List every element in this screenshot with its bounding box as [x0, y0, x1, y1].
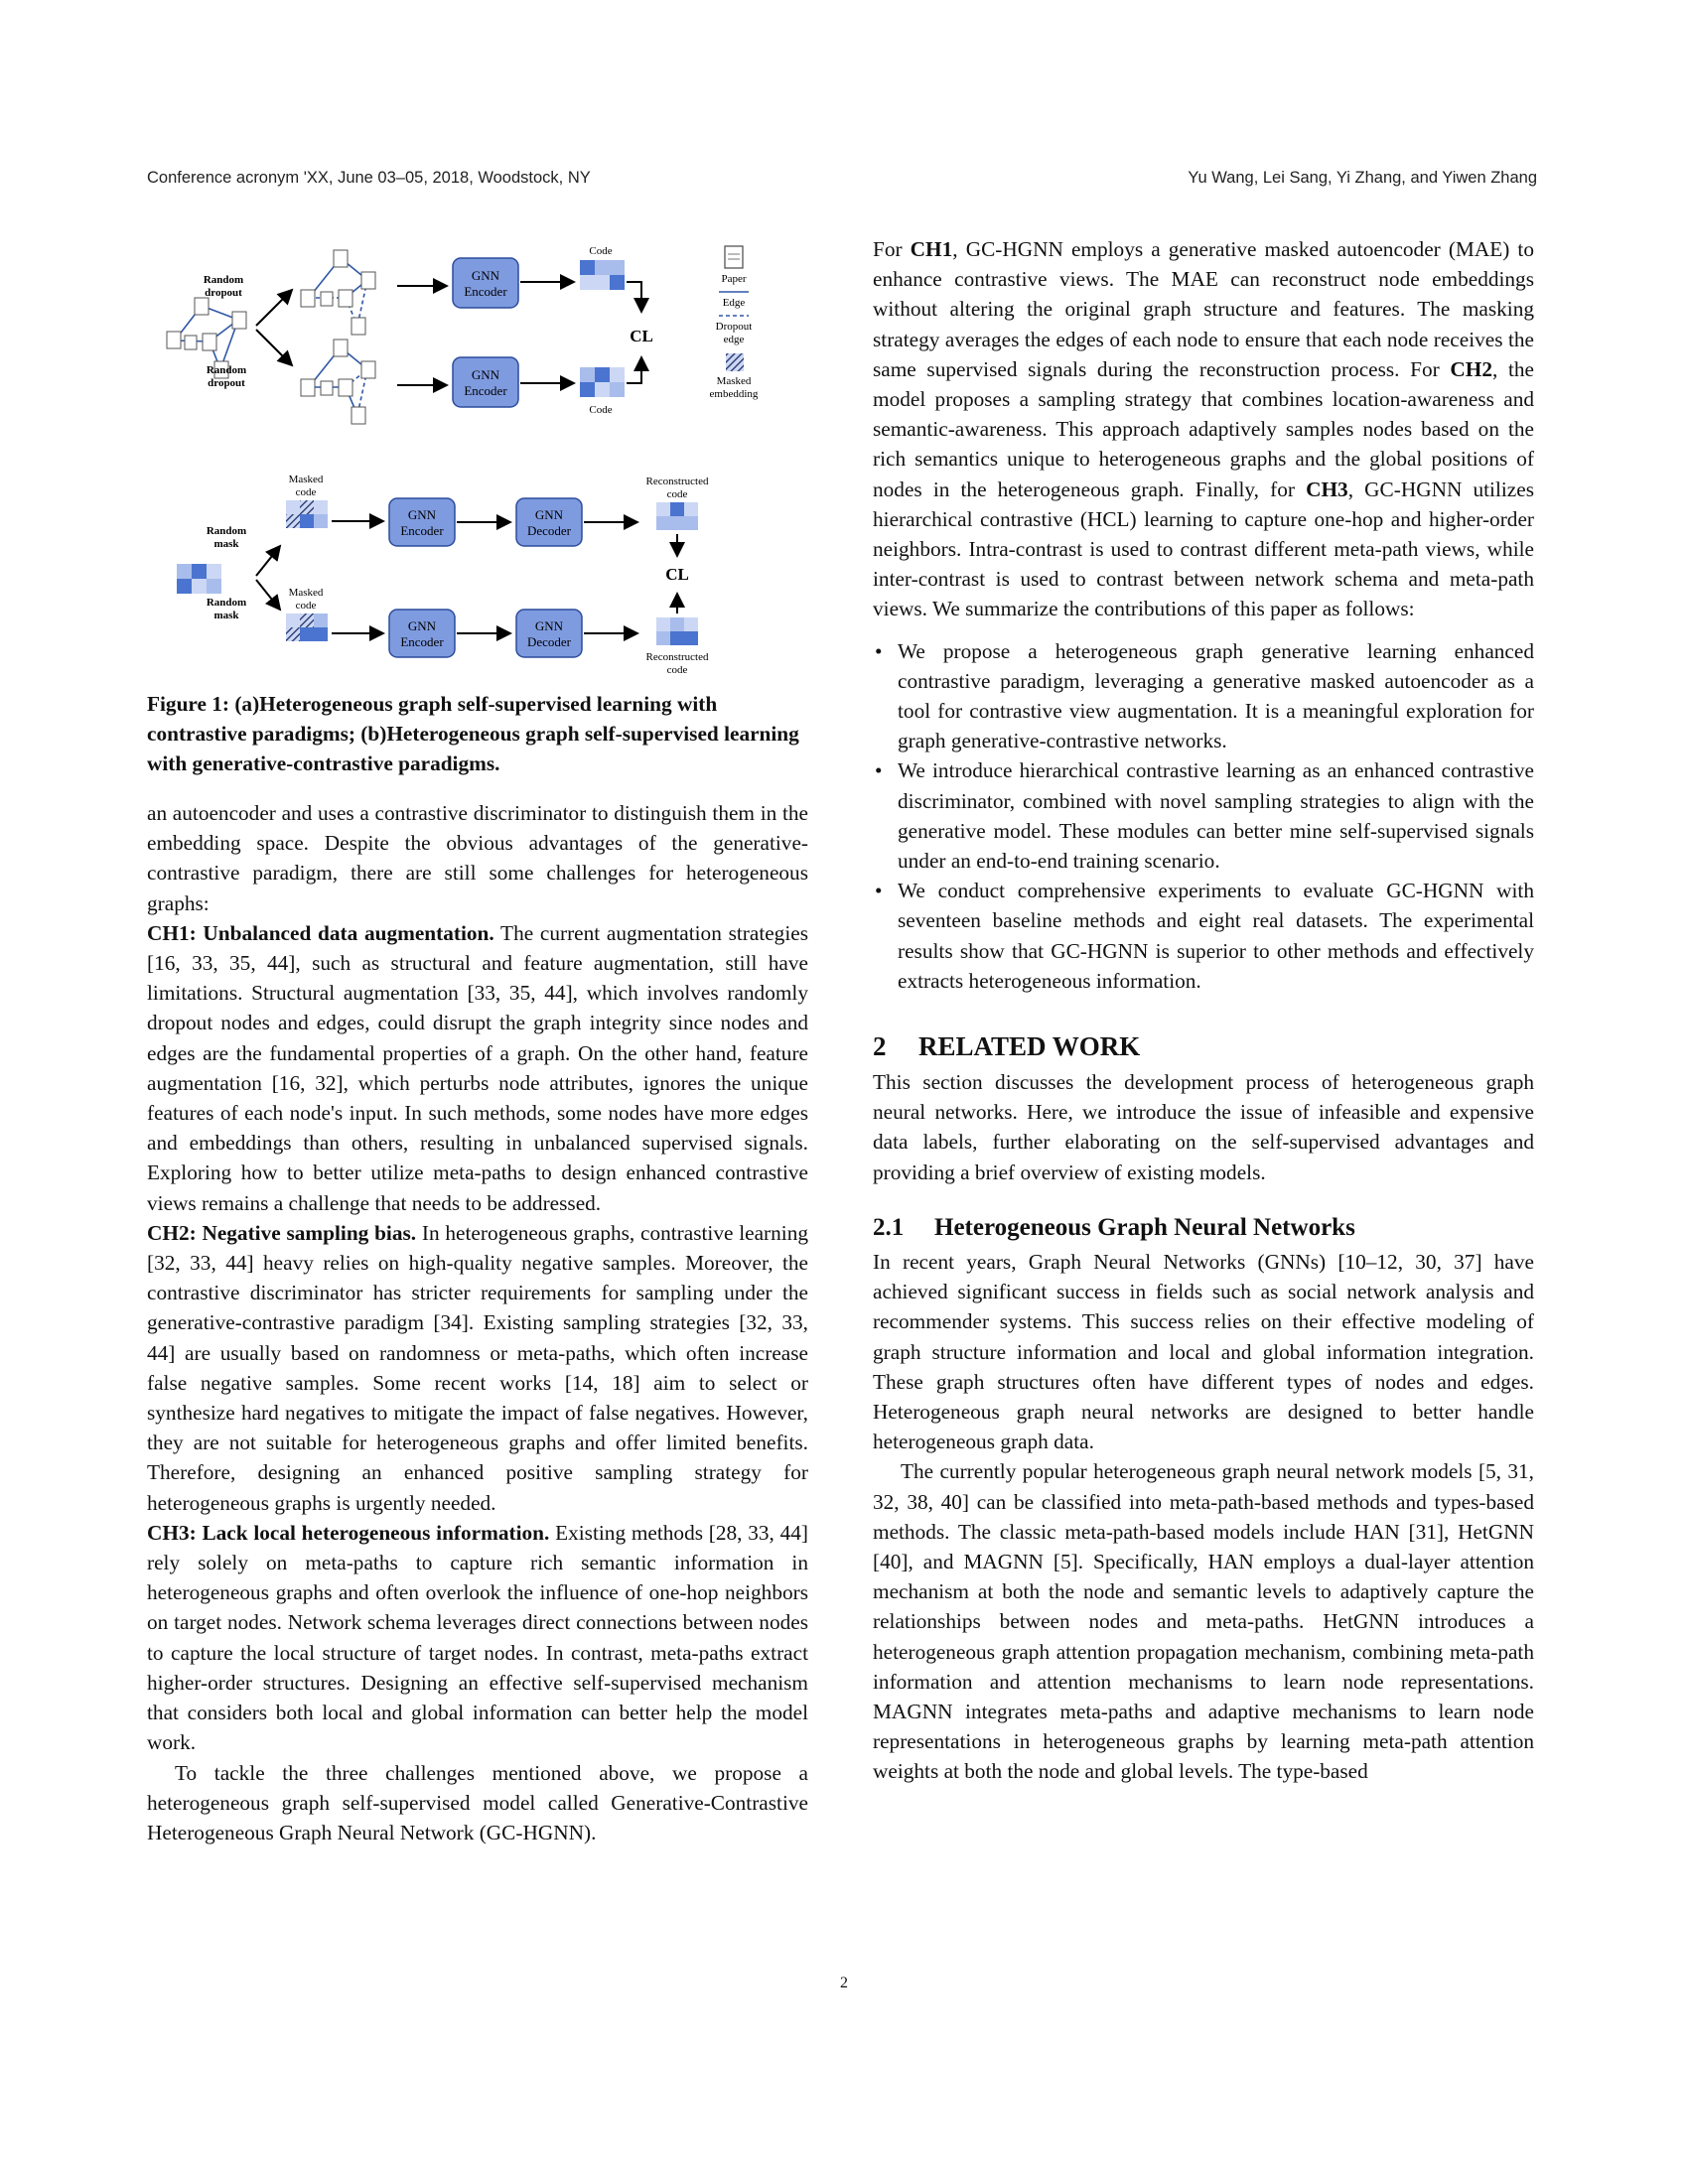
masked-code-grid-bottom: [286, 614, 328, 641]
gnn-decoder-b2: [516, 610, 582, 657]
gnn-decoder-b1: [516, 498, 582, 546]
label-code-top: Code: [589, 245, 613, 257]
left-paragraph-1: an autoencoder and uses a contrastive discriminator to distinguish them in the embedding space. Despite the obvious advantages of the generative-contrastive paradigm, there are still some challenges for heterogeneous graphs:: [147, 801, 808, 915]
bullet-icon: •: [875, 758, 883, 783]
list-item: [873, 876, 1534, 996]
ch3-text: Existing methods [28, 33, 44] rely solely on meta-paths to capture rich semantic information in heterogeneous graphs and often overlook the influence of one-hop neighbors on target nodes. Network schema leverages direct connections between nodes to capture the local structure of target nodes. In contrast, meta-paths extract higher-order structures. Designing an effective self-supervised mechanism that considers both local and global information can better help the model work.: [147, 1520, 808, 1755]
list-item: [873, 636, 1534, 756]
text-run: , GC-HGNN utilizes hierarchical contrastive (HCL) learning to capture one-hop and higher-order neighbors. Intra-contrast is used to contrast different meta-path views, while inter-contrast is used to contrast between network schema and meta-path views. We summarize the contributions of this paper as follows:: [873, 477, 1535, 621]
gnn-text: GNN: [534, 618, 564, 633]
legend-masked: Masked: [716, 375, 752, 387]
section-number: 2: [873, 1031, 887, 1062]
gnn-encoder-b2: [389, 610, 455, 657]
gnn-text: GNN: [407, 618, 437, 633]
subsection-2-1-para-2: The currently popular heterogeneous graph neural network models [5, 31, 32, 38, 40] can be classified into meta-path-based methods and types-based methods. The classic meta-path-based models include HAN [31], HetGNN [40], and MAGNN [5]. Specifically, HAN employs a dual-layer attention mechanism at both the node and semantic levels to adaptively capture the relationships between nodes and meta-paths. HetGNN introduces a heterogeneous graph attention propagation mechanism, combining meta-path information and attention mechanisms to learn node representations. MAGNN integrates meta-paths and adaptive mechanisms to learn node representations in heterogeneous graphs by learning meta-path attention weights at both the node and global levels. The type-based: [873, 1459, 1534, 1784]
legend-dropout: Dropout: [715, 321, 753, 333]
legend-paper: Paper: [721, 273, 747, 285]
ch2-title: CH2: Negative sampling bias.: [147, 1220, 417, 1245]
cl-label-b: CL: [665, 565, 689, 584]
text-run: For: [873, 237, 911, 261]
label-random-dropout-1a: Random: [203, 274, 244, 286]
subsection-2-1-heading: [873, 1211, 1534, 1245]
subsection-2-1-para-1: In recent years, Graph Neural Networks (GNNs) [10–12, 30, 37] have achieved significant success in fields such as social network analysis and recommender systems. This success relies on their effective modeling of graph structure information and local and global information integration. These graph structures often have different types of nodes and edges. Heterogeneous graph neural networks are designed to better handle heterogeneous graph data.: [873, 1249, 1534, 1454]
paper-legend-icon: [725, 246, 743, 268]
section-2-text: This section discusses the development process of heterogeneous graph neural networks. Here, we introduce the issue of infeasible and expensive data labels, further elaborating on the self-supervised advantages and providing a brief overview of existing models.: [873, 1070, 1534, 1184]
masked-code-label-1b: code: [295, 486, 317, 498]
figure-1-diagram: [147, 238, 822, 695]
ch3-paragraph: [147, 1518, 808, 1758]
masked-code-grid-top: [286, 500, 328, 528]
ch2-ref: CH2: [1450, 356, 1492, 381]
bullet-text: We conduct comprehensive experiments to evaluate GC-HGNN with seventeen baseline methods and eight real datasets. The experimental results show that GC-HGNN is superior to other methods and effectively extracts heterogeneous information.: [898, 879, 1534, 993]
ch1-title: CH1: Unbalanced data augmentation.: [147, 920, 494, 945]
masked-code-label-1a: Masked: [288, 474, 324, 485]
code-grid-top: [580, 260, 625, 290]
ch1-text: The current augmentation strategies [16, 33, 35, 44], such as structural and feature augmentation, still have limitations. Structural augmentation [33, 35, 44], which involves randomly dropout nodes and edges, could disrupt the graph integrity since nodes and edges are the fundamental properties of a graph. On the other hand, feature augmentation [16, 32], which perturbs node attributes, ignores the unique features of each node's input. In such methods, some nodes have more edges and embeddings than others, resulting in unbalanced supervised signals. Exploring how to better utilize meta-paths to design enhanced contrastive views remains a challenge that needs to be addressed.: [147, 920, 808, 1215]
label-random-dropout-2b: dropout: [208, 377, 245, 389]
right-column: [873, 234, 1534, 1787]
reconstructed-grid-bottom: [656, 617, 698, 645]
masked-code-label-2a: Masked: [288, 587, 324, 599]
masked-embedding-legend-icon: [726, 353, 744, 371]
encoder-text: Encoder: [464, 284, 507, 299]
legend-masked-2: embedding: [709, 388, 759, 400]
decoder-text: Decoder: [526, 634, 572, 649]
reconstructed-grid-top: [656, 502, 698, 530]
right-paragraph-1: [873, 234, 1534, 624]
input-embedding-grid: [177, 564, 221, 594]
subsection-title: Heterogeneous Graph Neural Networks: [934, 1213, 1355, 1241]
label-random-mask-2b: mask: [213, 610, 239, 621]
encoder-text: Encoder: [400, 523, 444, 538]
label-random-mask-1a: Random: [206, 525, 247, 537]
running-header-left: Conference acronym 'XX, June 03–05, 2018, Woodstock, NY: [147, 169, 591, 187]
ch1-paragraph: [147, 918, 808, 1218]
bullet-text: We introduce hierarchical contrastive learning as an enhanced contrastive discriminator, combined with novel sampling strategies to align with the generative model. These modules can better mine self-supervised signals under an end-to-end training scenario.: [898, 758, 1534, 874]
cl-label-a: CL: [630, 327, 653, 345]
gnn-text: GNN: [471, 367, 500, 382]
code-grid-bottom: [580, 367, 625, 397]
figure-1: [147, 238, 822, 695]
ch1-ref: CH1: [910, 237, 953, 261]
bullet-text: We propose a heterogeneous graph generative learning enhanced contrastive paradigm, leveraging a generative masked autoencoder as a tool for contrastive view augmentation. It is a meaningful exploration for graph generative-contrastive networks.: [898, 638, 1534, 753]
label-random-dropout-1b: dropout: [205, 287, 242, 299]
label-random-mask-2a: Random: [206, 597, 247, 609]
reconstructed-label-1b: code: [666, 488, 688, 500]
figure-caption: Figure 1: (a)Heterogeneous graph self-supervised learning with contrastive paradigms; (b)Heterogeneous graph self-supervised learning with generative-contrastive paradigms.: [147, 692, 799, 775]
legend-dropout-2: edge: [723, 334, 745, 345]
contributions-list: [873, 636, 1534, 996]
reconstructed-label-2b: code: [666, 664, 688, 676]
ch3-ref: CH3: [1306, 477, 1348, 501]
gnn-text: GNN: [471, 268, 500, 283]
label-random-dropout-2a: Random: [206, 364, 247, 376]
running-header-right: Yu Wang, Lei Sang, Yi Zhang, and Yiwen Zhang: [1188, 169, 1537, 187]
masked-code-label-2b: code: [295, 600, 317, 612]
gnn-text: GNN: [407, 507, 437, 522]
bullet-icon: •: [875, 879, 883, 903]
legend: [710, 246, 759, 400]
bullet-icon: •: [875, 638, 883, 663]
ch2-text: In heterogeneous graphs, contrastive learning [32, 33, 44] heavy relies on high-quality negative samples. Moreover, the contrastive discriminator has stricter requirements for sampling under the generative-contrastive paradigm [34]. Existing sampling strategies [32, 33, 44] are usually based on randomness or meta-paths, which often increase false negative samples. Some recent works [14, 18] aim to select or synthesize hard negatives to mitigate the impact of false negatives. However, they are not suitable for heterogeneous graphs and offer limited benefits. Therefore, designing an enhanced positive sampling strategy for heterogeneous graphs is urgently needed.: [147, 1220, 808, 1515]
subsection-number: 2.1: [873, 1213, 905, 1241]
label-code-bottom: Code: [589, 404, 613, 416]
left-column: [147, 689, 808, 1847]
list-item: [873, 755, 1534, 876]
reconstructed-label-1a: Reconstructed: [645, 476, 709, 487]
gnn-encoder-a2: [453, 357, 518, 407]
reconstructed-label-2a: Reconstructed: [645, 651, 709, 663]
gnn-encoder-b1: [389, 498, 455, 546]
label-random-mask-1b: mask: [213, 538, 239, 550]
gnn-text: GNN: [534, 507, 564, 522]
section-2-heading: [873, 1029, 1534, 1063]
gnn-encoder-a1: [453, 258, 518, 308]
page-number: 2: [840, 1975, 848, 1991]
text-run: , GC-HGNN employs a generative masked autoencoder (MAE) to enhance contrastive views. The MAE can reconstruct node embeddings without altering the original graph structure and features. The masking strategy averages the edges of each node to ensure that each node receives the same supervised signals during the reconstruction process. For: [873, 237, 1534, 381]
left-last-paragraph: To tackle the three challenges mentioned above, we propose a heterogeneous graph self-supervised model called Generative-Contrastive Heterogeneous Graph Neural Network (GC-HGNN).: [147, 1760, 808, 1844]
ch2-paragraph: [147, 1218, 808, 1518]
decoder-text: Decoder: [526, 523, 572, 538]
encoder-text: Encoder: [464, 383, 507, 398]
section-title: RELATED WORK: [918, 1031, 1141, 1062]
legend-edge: Edge: [722, 297, 746, 309]
encoder-text: Encoder: [400, 634, 444, 649]
ch3-title: CH3: Lack local heterogeneous information.: [147, 1520, 550, 1545]
text-run: , the model proposes a sampling strategy that combines location-awareness and semantic-awareness. This approach adaptively samples nodes based on the rich semantics unique to heterogeneous graphs and the global positions of nodes in the heterogeneous graph. Finally, for: [873, 356, 1534, 501]
